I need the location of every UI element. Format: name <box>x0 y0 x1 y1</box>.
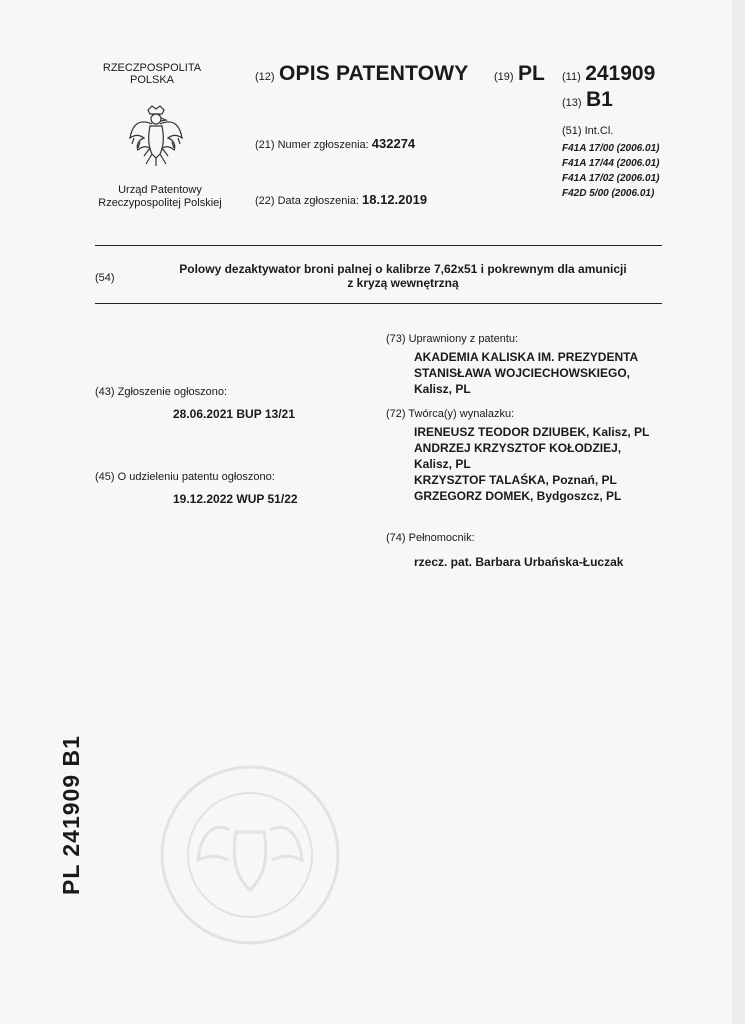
page-edge <box>732 0 745 1024</box>
title-line-2: z kryzą wewnętrzną <box>347 276 459 290</box>
publication-value: 28.06.2021 BUP 13/21 <box>173 407 295 421</box>
grant-section <box>95 471 375 507</box>
application-date-label: (22) Data zgłoszenia: <box>255 195 359 207</box>
application-date-value: 18.12.2019 <box>362 192 428 207</box>
grant-value: 19.12.2022 WUP 51/22 <box>173 492 298 506</box>
invention-title <box>160 262 646 290</box>
country-code <box>494 62 545 86</box>
ipc-list <box>562 141 659 201</box>
side-patent-number: PL 241909 B1 <box>58 735 84 895</box>
patent-number <box>562 62 655 86</box>
country-line-1: RZECZPOSPOLITA <box>102 62 202 74</box>
document-type <box>255 62 469 86</box>
kind-code-value: B1 <box>586 88 613 111</box>
doc-type-title: OPIS PATENTOWY <box>279 62 469 85</box>
patent-number-value: 241909 <box>585 62 656 85</box>
ipc-classification <box>562 125 659 201</box>
application-number <box>255 136 415 151</box>
proprietor-label: (73) Uprawniony z patentu: <box>386 333 519 345</box>
country-name <box>100 62 204 86</box>
kind-code-label: (13) <box>562 97 582 109</box>
attorney-value: rzecz. pat. Barbara Urbańska-Łuczak <box>414 555 624 569</box>
top-rule <box>95 245 662 246</box>
doc-type-code: (12) <box>255 71 275 83</box>
proprietor-section <box>386 333 686 397</box>
patent-number-code: (11) <box>562 71 581 83</box>
proprietor-line: AKADEMIA KALISKA IM. PREZYDENTA <box>414 350 639 364</box>
publication-label: (43) Zgłoszenie ogłoszono: <box>95 386 228 398</box>
seal-watermark-icon <box>150 760 350 950</box>
proprietor-line: STANISŁAWA WOJCIECHOWSKIEGO, <box>414 366 631 380</box>
application-number-label: (21) Numer zgłoszenia: <box>255 139 369 151</box>
ipc-item: F41A 17/02 (2006.01) <box>562 173 660 184</box>
inventors-section <box>386 408 686 504</box>
inventors-label: (72) Twórca(y) wynalazku: <box>386 408 515 420</box>
inventor-line: ANDRZEJ KRZYSZTOF KOŁODZIEJ, <box>414 441 622 455</box>
ipc-item: F41A 17/44 (2006.01) <box>562 158 660 169</box>
inventor-line: KRZYSZTOF TALAŚKA, Poznań, PL <box>414 473 617 487</box>
office-line-1: Urząd Patentowy <box>118 184 202 196</box>
attorney-section <box>386 532 686 570</box>
inventor-line: GRZEGORZ DOMEK, Bydgoszcz, PL <box>414 489 622 503</box>
inventors-value <box>386 424 686 504</box>
attorney-label: (74) Pełnomocnik: <box>386 532 475 544</box>
eagle-emblem-icon <box>128 104 184 168</box>
country-line-2: POLSKA <box>129 74 175 86</box>
title-code: (54) <box>95 272 115 284</box>
patent-office-name <box>80 184 240 210</box>
proprietor-value <box>386 349 686 397</box>
grant-label: (45) O udzieleniu patentu ogłoszono: <box>95 471 275 483</box>
proprietor-line: Kalisz, PL <box>414 382 471 396</box>
ipc-label: (51) Int.Cl. <box>562 125 614 137</box>
inventor-line: Kalisz, PL <box>414 457 471 471</box>
country-code-label: (19) <box>494 71 514 83</box>
ipc-item: F42D 5/00 (2006.01) <box>562 188 655 199</box>
publication-section <box>95 386 375 422</box>
ipc-item: F41A 17/00 (2006.01) <box>562 143 660 154</box>
title-rule <box>95 303 662 304</box>
kind-code <box>562 88 613 112</box>
title-line-1: Polowy dezaktywator broni palnej o kalibrze 7,62x51 i pokrewnym dla amunicji <box>179 262 627 276</box>
office-line-2: Rzeczypospolitej Polskiej <box>98 197 222 209</box>
country-code-value: PL <box>518 62 545 85</box>
application-number-value: 432274 <box>371 136 416 151</box>
application-date <box>255 192 427 207</box>
inventor-line: IRENEUSZ TEODOR DZIUBEK, Kalisz, PL <box>414 425 650 439</box>
